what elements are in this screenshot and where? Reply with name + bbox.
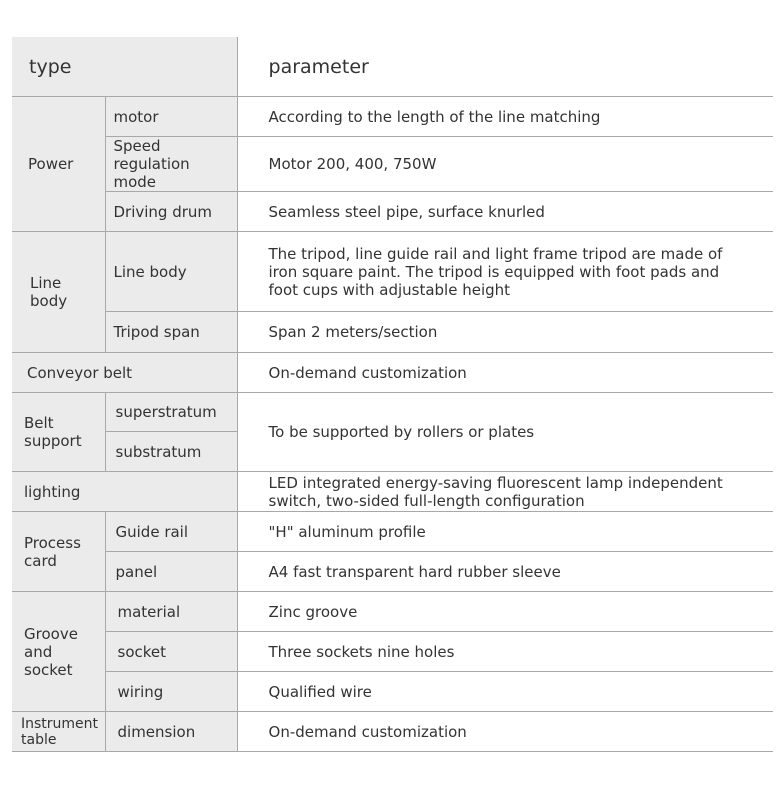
item-label: Line body (105, 232, 237, 312)
item-label: Tripod span (105, 312, 237, 353)
item-label: motor (105, 97, 237, 137)
table-row (12, 393, 773, 432)
table-row (12, 512, 773, 552)
item-label: Speed regulation mode (105, 137, 237, 192)
table-row (12, 592, 773, 632)
group-label: Instrument table (12, 712, 105, 752)
table-row (12, 312, 773, 353)
group-label: lighting (12, 472, 237, 512)
value-cell: On-demand customization (237, 353, 773, 393)
header-parameter: parameter (268, 55, 369, 78)
group-label: Line body (12, 232, 105, 353)
value-cell: LED integrated energy-saving fluorescent lamp independent switch, two-sided full-length configuration (237, 472, 773, 512)
item-label: socket (105, 632, 237, 672)
item-label: superstratum (105, 393, 237, 432)
group-label: Belt support (12, 393, 105, 472)
table-row (12, 353, 773, 393)
table-row (12, 97, 773, 137)
table-row (12, 632, 773, 672)
value-cell: A4 fast transparent hard rubber sleeve (237, 552, 773, 592)
group-label: Process card (12, 512, 105, 592)
value-cell: The tripod, line guide rail and light frame tripod are made of iron square paint. The tripod is equipped with foot pads and foot cups with adjustable height (237, 232, 773, 312)
group-label: Conveyor belt (12, 353, 237, 393)
value-cell: Qualified wire (237, 672, 773, 712)
table-row (12, 232, 773, 312)
table-row (12, 192, 773, 232)
table-row (12, 712, 773, 752)
group-label: Power (12, 97, 105, 232)
item-label: material (105, 592, 237, 632)
item-label: panel (105, 552, 237, 592)
item-label: wiring (105, 672, 237, 712)
group-label: Groove and socket (12, 592, 105, 712)
value-cell: According to the length of the line matching (237, 97, 773, 137)
header-type: type (12, 37, 237, 97)
table-row (12, 552, 773, 592)
table-row (12, 137, 773, 192)
value-cell: Zinc groove (237, 592, 773, 632)
spec-table (12, 37, 773, 752)
item-label: dimension (105, 712, 237, 752)
value-cell: To be supported by rollers or plates (237, 393, 773, 472)
value-cell: Motor 200, 400, 750W (237, 137, 773, 192)
table-row (12, 672, 773, 712)
item-label: Driving drum (105, 192, 237, 232)
value-cell: Three sockets nine holes (237, 632, 773, 672)
item-label: substratum (105, 432, 237, 472)
table-row (12, 472, 773, 512)
value-cell: "H" aluminum profile (237, 512, 773, 552)
value-cell: Seamless steel pipe, surface knurled (237, 192, 773, 232)
value-cell: On-demand customization (237, 712, 773, 752)
item-label: Guide rail (105, 512, 237, 552)
header-row (12, 37, 773, 97)
value-cell: Span 2 meters/section (237, 312, 773, 353)
